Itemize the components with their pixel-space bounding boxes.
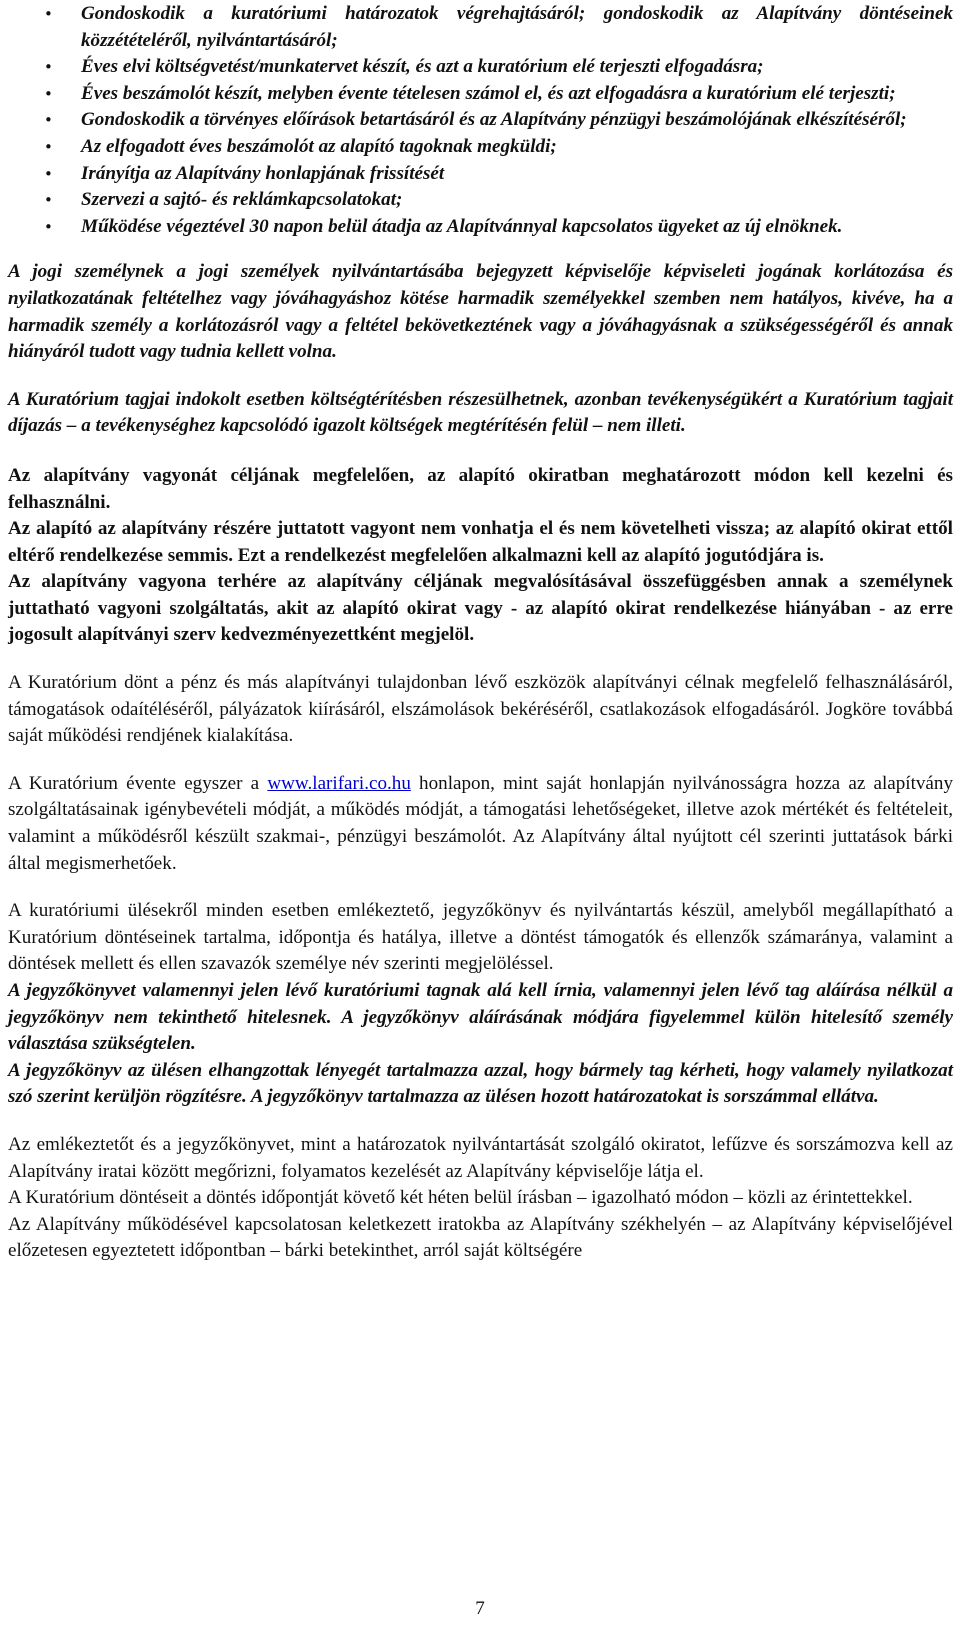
page-content — [8, 0, 953, 1265]
paragraph-assets-use: Az alapítvány vagyonát céljának megfelelően, az alapító okiratban meghatározott módon kell kezelni és felhasználni. — [8, 464, 953, 513]
paragraph-assets-withdrawal: Az alapító az alapítvány részére juttatott vagyont nem vonhatja el és nem követelheti vissza; az alapító okirat ettől eltérő rendelkezése semmis. Ezt a rendelkezést megfelelően alkalmazni kell az alapító jogutódjára is. — [8, 518, 953, 566]
bullet-icon: • — [44, 137, 53, 156]
website-link[interactable]: www.larifari.co.hu — [267, 772, 411, 794]
paragraph-records-keeping: Az emlékeztetőt és a jegyzőkönyvet, mint a határozatok nyilvántartását szolgáló okiratot, lefűzve és sorszámozva kell az Alapítvány iratai között megőrizni, folyamatos kezelését az Alapítvány képviselője látja el. — [8, 1133, 953, 1182]
spacer — [8, 366, 953, 387]
list-item: • Irányítja az Alapítvány honlapjának frissítését — [8, 161, 953, 188]
bullet-icon: • — [44, 164, 53, 183]
paragraph-minutes-signature: A jegyzőkönyvet valamennyi jelen lévő kuratóriumi tagnak alá kell írnia, valamennyi jelen lévő tag aláírása nélkül a jegyzőkönyv nem tekinthető hitelesnek. A jegyzőkönyv aláírásának módjára figyelemmel külön hitelesítő személy választása szükségtelen. — [8, 980, 953, 1055]
bullet-icon: • — [44, 217, 53, 236]
list-item: • Gondoskodik a kuratóriumi határozatok végrehajtásáról; gondoskodik az Alapítvány döntéseinek közzétételéről, nyilvántartásáról; — [44, 3, 953, 51]
list-item: • Az elfogadott éves beszámolót az alapító tagoknak megküldi; — [8, 134, 953, 161]
paragraph-records-access: Az Alapítvány működésével kapcsolatosan keletkezett iratokba az Alapítvány székhelyén – az Alapítvány képviselőjével előzetesen egyeztetett időpontban – bárki betekinthet, arról saját költségére — [8, 1213, 953, 1262]
bullet-icon: • — [44, 111, 53, 130]
list-item: • Éves elvi költségvetést/munkatervet készít, és azt a kuratórium elé terjeszti elfogadásra; — [8, 54, 953, 81]
bullet-icon: • — [44, 84, 53, 103]
paragraph-minutes-content: A jegyzőkönyv az ülésen elhangzottak lényegét tartalmazza azzal, hogy bármely tag kérheti, hogy valamely nyilatkozat szó szerint kerüljön rögzítésre. A jegyzőkönyv tartalmazza az ülésen hozott határozatokat is sorszámmal ellátva. — [8, 1059, 953, 1108]
list-item: • Szervezi a sajtó- és reklámkapcsolatokat; — [8, 187, 953, 214]
paragraph-publication: A Kuratórium évente egyszer a www.larifari.co.hu honlapon, mint saját honlapján nyilvánosságra hozza az alapítvány szolgáltatásainak igénybevételi módját, a működés módját, a támogatási lehetőségeket, illetve azok mértékét és feltételeit, valamint a működésről készült szakmai-, pénzügyi beszámolót. Az Alapítvány által nyújtott cél szerinti juttatások bárki által megismerhetőek. — [8, 772, 954, 874]
list-item: • Működése végeztével 30 napon belül átadja az Alapítvánnyal kapcsolatos ügyeket az új elnöknek. — [8, 214, 953, 241]
paragraph-meeting-minutes: A kuratóriumi ülésekről minden esetben emlékeztető, jegyzőkönyv és nyilvántartás készül, amelyből megállapítható a Kuratórium döntéseinek tartalma, időpontja és hatálya, illetve a döntést támogatók és ellenzők számaránya, valamint a döntések mellett és ellen szavazók személye név szerinti megjelöléssel. — [8, 900, 953, 975]
bullet-icon: • — [44, 191, 53, 210]
paragraph-assets-beneficiary: Az alapítvány vagyona terhére az alapítvány céljának megvalósításával összefüggésben annak a személynek juttatható vagyoni szolgáltatás, akit az alapító okirat vagy - az alapító okirat rendelkezése hiányában - az erre jogosult alapítványi szerv kedvezményezettként megjelöl. — [8, 571, 953, 646]
paragraph-cost-reimbursement: A Kuratórium tagjai indokolt esetben költségtérítésben részesülhetnek, azonban tevékenységükért a Kuratórium tagjait díjazás – a tevékenységhez kapcsolódó igazolt költségek megtérítésén felül – nem illeti. — [8, 388, 953, 437]
spacer — [8, 649, 953, 670]
spacer — [8, 240, 953, 259]
spacer — [8, 440, 953, 463]
page-number: 7 — [475, 1598, 485, 1619]
list-item: • Éves beszámolót készít, melyben évente tételesen számol el, és azt elfogadásra a kuratórium elé terjeszti; — [8, 81, 953, 108]
paragraph-legal-representation: A jogi személynek a jogi személyek nyilvántartásába bejegyzett képviselője képviseleti jogának korlátozása és nyilatkozatának feltételhez vagy jóváhagyáshoz kötése harmadik személyekkel szemben nem hatályos, kivéve, ha a harmadik személy a korlátozásról vagy a feltétel bekövetkeztének vagy a jóváhagyásnak a szükségességéről és annak hiányáról tudott vagy tudnia kellett volna. — [8, 261, 953, 363]
bullet-icon: • — [44, 5, 53, 23]
spacer — [8, 877, 953, 898]
duties-list — [8, 1, 953, 240]
paragraph-board-decisions: A Kuratórium dönt a pénz és más alapítványi tulajdonban lévő eszközök alapítványi célnak megfelelő felhasználásáról, támogatások odaítéléséről, pályázatok kiírásáról, elszámolások bekéréséről, csatlakozások elfogadásáról. Jogköre továbbá saját működési rendjének kialakítása. — [8, 672, 953, 747]
bullet-icon: • — [44, 58, 53, 77]
paragraph-decision-notification: A Kuratórium döntéseit a döntés időpontját követő két héten belül írásban – igazolható módon – közli az érintettekkel. — [8, 1187, 913, 1209]
spacer — [8, 750, 953, 771]
list-item: • Gondoskodik a törvényes előírások betartásáról és az Alapítvány pénzügyi beszámolójának elkészítéséről; — [8, 107, 953, 134]
spacer — [8, 1111, 953, 1132]
